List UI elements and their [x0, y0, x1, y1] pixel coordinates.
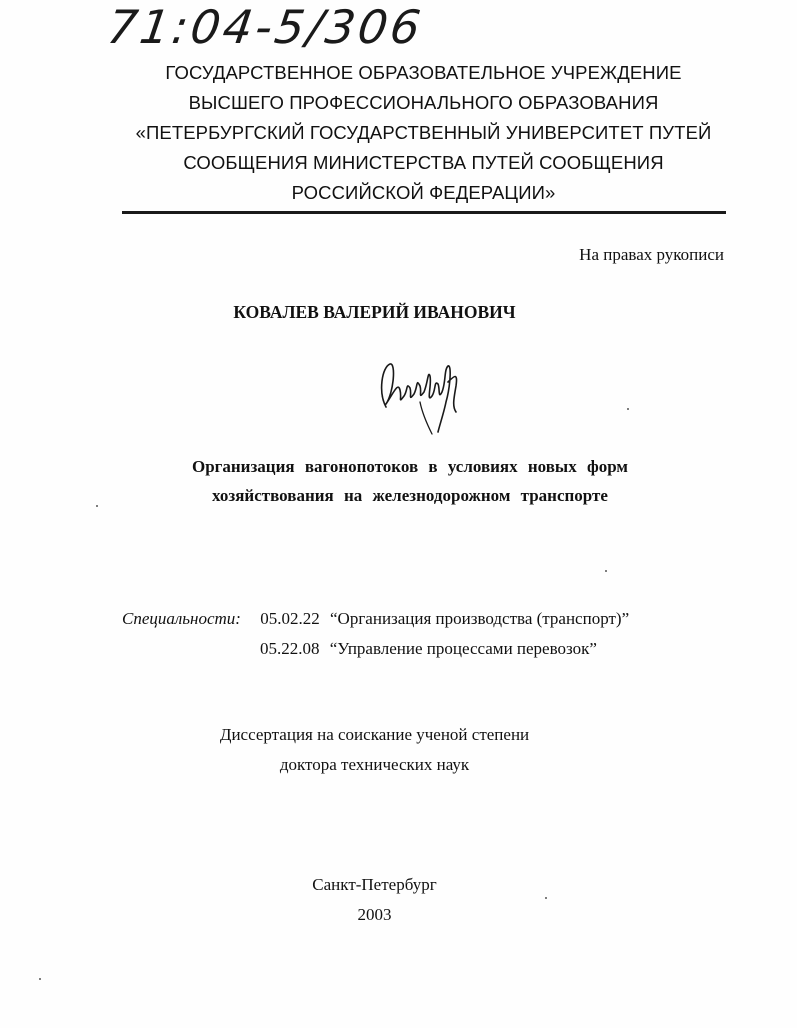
institution-line: «ПЕТЕРБУРГСКИЙ ГОСУДАРСТВЕННЫЙ УНИВЕРСИТЕТ ПУТЕЙ [135, 122, 712, 143]
institution-line: ВЫСШЕГО ПРОФЕССИОНАЛЬНОГО ОБРАЗОВАНИЯ [188, 92, 659, 113]
dissertation-title [150, 452, 670, 510]
place-and-year [0, 870, 797, 930]
author-name: КОВАЛЕВ ВАЛЕРИЙ ИВАНОВИЧ [233, 302, 516, 322]
institution-header [120, 58, 727, 208]
scan-speck [545, 897, 547, 899]
specialties-label: Специальности: [122, 609, 241, 628]
specialties-block [122, 604, 629, 664]
rights-note: На правах рукописи [579, 245, 724, 264]
specialty-name: “Организация производства (транспорт)” [330, 609, 630, 628]
institution-line: СООБЩЕНИЯ МИНИСТЕРСТВА ПУТЕЙ СООБЩЕНИЯ [183, 152, 664, 173]
scan-speck [96, 505, 98, 507]
city: Санкт-Петербург [312, 875, 437, 894]
specialty-row [122, 604, 629, 634]
scan-speck [39, 978, 41, 980]
scan-speck [605, 570, 607, 572]
signature-image [372, 352, 472, 442]
year: 2003 [357, 905, 392, 924]
degree-line: доктора технических наук [279, 755, 470, 774]
degree-line: Диссертация на соискание ученой степени [219, 725, 530, 744]
specialty-code: 05.02.22 [260, 609, 320, 628]
specialty-row [122, 634, 629, 664]
institution-line: ГОСУДАРСТВЕННОЕ ОБРАЗОВАТЕЛЬНОЕ УЧРЕЖДЕНИЕ [165, 62, 682, 83]
degree-statement [0, 720, 797, 780]
specialty-code: 05.22.08 [260, 639, 320, 658]
institution-line: РОССИЙСКОЙ ФЕДЕРАЦИИ» [291, 182, 556, 203]
specialty-name: “Управление процессами перевозок” [329, 639, 597, 658]
scan-speck [627, 408, 629, 410]
catalog-number-handwritten: 71:04-5/306 [104, 0, 427, 54]
header-divider [122, 211, 726, 214]
title-line: Организация вагонопотоков в условиях новых форм [191, 457, 628, 476]
title-line: хозяйствования на железнодорожном транспорте [212, 486, 608, 505]
